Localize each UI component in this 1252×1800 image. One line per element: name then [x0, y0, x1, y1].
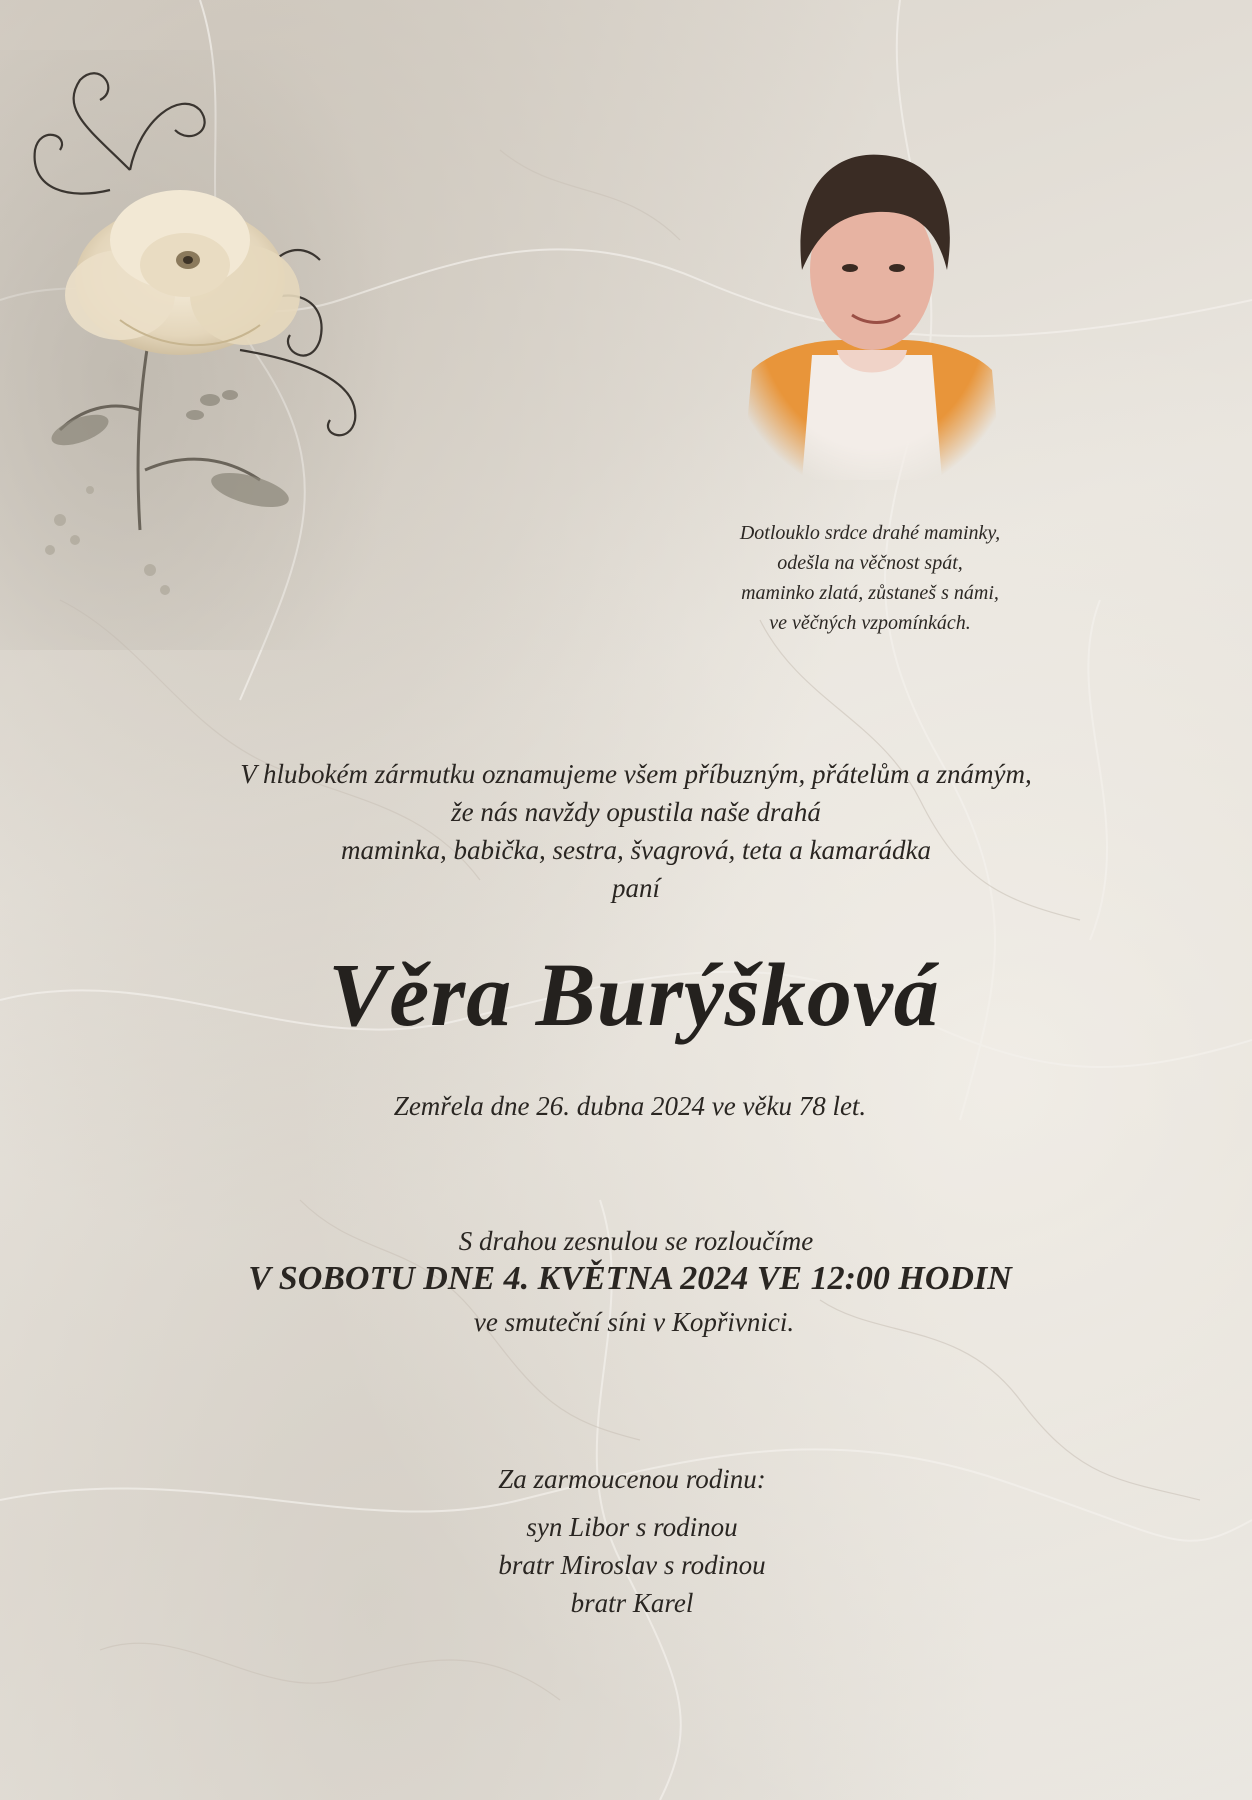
portrait-photo	[742, 150, 1002, 480]
poem-line: maminko zlatá, zůstaneš s námi,	[741, 582, 999, 604]
rose-ornament-icon	[0, 50, 400, 650]
family-member: syn Libor s rodinou	[526, 1512, 738, 1542]
poem-line: odešla na věčnost spát,	[777, 552, 963, 574]
death-info: Zemřela dne 26. dubna 2024 ve věku 78 let.	[393, 1091, 867, 1121]
family-heading: Za zarmoucenou rodinu:	[498, 1464, 766, 1494]
poem-line: ve věčných vzpomínkách.	[769, 612, 971, 634]
announcement-text	[10, 755, 1252, 907]
family-member: bratr Karel	[570, 1588, 694, 1618]
deceased-name: Věra Burýšková	[328, 946, 940, 1045]
farewell-place: ve smuteční síni v Kopřivnici.	[473, 1307, 795, 1337]
farewell-intro: S drahou zesnulou se rozloučíme	[458, 1226, 814, 1256]
announcement-line: že nás navždy opustila naše drahá	[451, 797, 821, 827]
family-members	[6, 1508, 1252, 1622]
announcement-line: maminka, babička, sestra, švagrová, teta a kamarádka	[341, 835, 931, 865]
announcement-line: V hlubokém zármutku oznamujeme všem příbuzným, přátelům a známým,	[240, 759, 1032, 789]
poem-line: Dotlouklo srdce drahé maminky,	[739, 522, 1001, 544]
memorial-poem	[630, 518, 1110, 638]
announcement-line: paní	[611, 873, 660, 903]
farewell-datetime: V SOBOTU DNE 4. KVĚTNA 2024 VE 12:00 HODIN	[248, 1260, 1012, 1297]
family-member: bratr Miroslav s rodinou	[498, 1550, 766, 1580]
